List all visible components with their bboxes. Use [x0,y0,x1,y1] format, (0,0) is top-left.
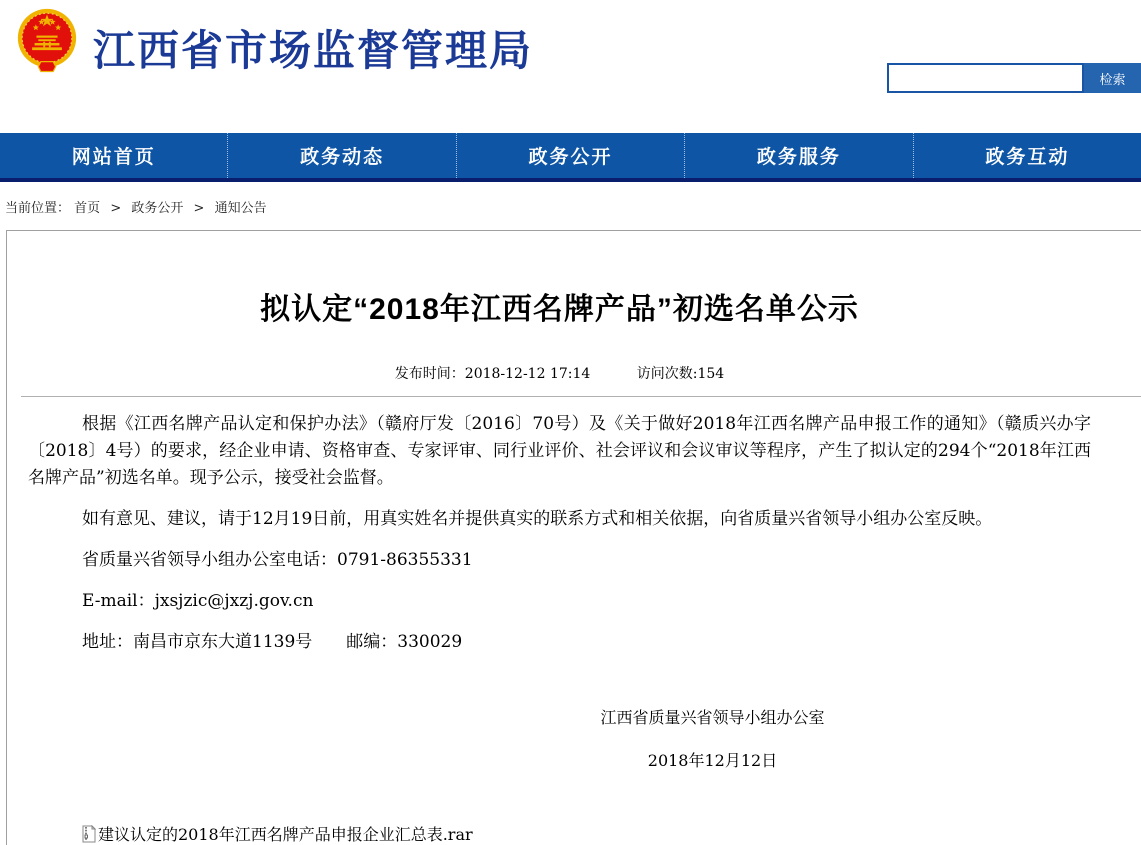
visit-count-label: 访问次数: [636,366,698,382]
article-body [28,411,1091,656]
paragraph-feedback: 如有意见、建议，请于12月19日前，用真实姓名并提供真实的联系方式和相关依据，向省质量兴省领导小组办公室反映。 [82,509,993,529]
site-header [0,0,1141,133]
address-gap [312,632,346,652]
signature-org: 江西省质量兴省领导小组办公室 [600,708,825,727]
breadcrumb-separator: > [110,201,122,216]
visit-count [637,366,724,382]
breadcrumb-label: 当前位置： [5,201,71,216]
nav-item-home[interactable]: 网站首页 [71,147,156,168]
address-text: 地址：南昌市京东大道1139号 [82,632,313,652]
meta-divider [21,396,1141,397]
breadcrumb-separator: > [193,201,205,216]
article-panel [6,230,1141,845]
publish-time-value: 2018-12-12 17:14 [464,366,591,382]
main-nav [0,133,1141,182]
search-bar [887,63,1141,93]
postcode-text: 邮编：330029 [346,632,463,652]
nav-item-news[interactable]: 政务动态 [227,133,455,178]
breadcrumb-item-home[interactable]: 首页 [74,201,101,216]
nav-item-interaction[interactable]: 政务互动 [913,133,1141,178]
publish-time-label: 发布时间： [394,366,465,382]
breadcrumb-item-disclosure[interactable]: 政务公开 [131,201,184,216]
publish-time [395,366,591,382]
breadcrumb [5,197,267,216]
paragraph-basis: 根据《江西名牌产品认定和保护办法》（赣府厅发〔2016〕70号）及《关于做好2018年江西名牌产品申报工作的通知》（赣质兴办字〔2018〕4号）的要求，经企业申请、资格审查、专家评审、同行业评价、社会评议和会议审议等程序，产生了拟认定的294个“2018年江西名牌产品”初选名单。现予公示，接受社会监督。 [28,414,1091,488]
article-title: 拟认定“2018年江西名牌产品”初选名单公示 [260,293,859,326]
signature-block [334,704,1091,774]
paragraph-email: E-mail：jxsjzic@jxzj.gov.cn [82,591,314,611]
search-input[interactable] [887,63,1084,93]
signature-date: 2018年12月12日 [647,751,778,770]
paragraph-phone: 省质量兴省领导小组办公室电话：0791-86355331 [82,550,473,570]
site-title: 江西省市场监督管理局 [93,27,534,74]
rar-file-icon [82,825,96,843]
article-meta [28,363,1091,383]
nav-item-disclosure[interactable]: 政务公开 [456,133,684,178]
attachment-label: 建议认定的2018年江西名牌产品申报企业汇总表.rar [98,825,473,844]
paragraph-address [28,629,1091,656]
national-emblem-icon [16,5,78,81]
nav-item-services[interactable]: 政务服务 [684,133,912,178]
breadcrumb-item-notices[interactable]: 通知公告 [214,201,267,216]
search-button[interactable]: 检索 [1084,63,1141,93]
visit-count-value: 154 [697,366,725,382]
attachment-link[interactable] [82,822,1091,845]
